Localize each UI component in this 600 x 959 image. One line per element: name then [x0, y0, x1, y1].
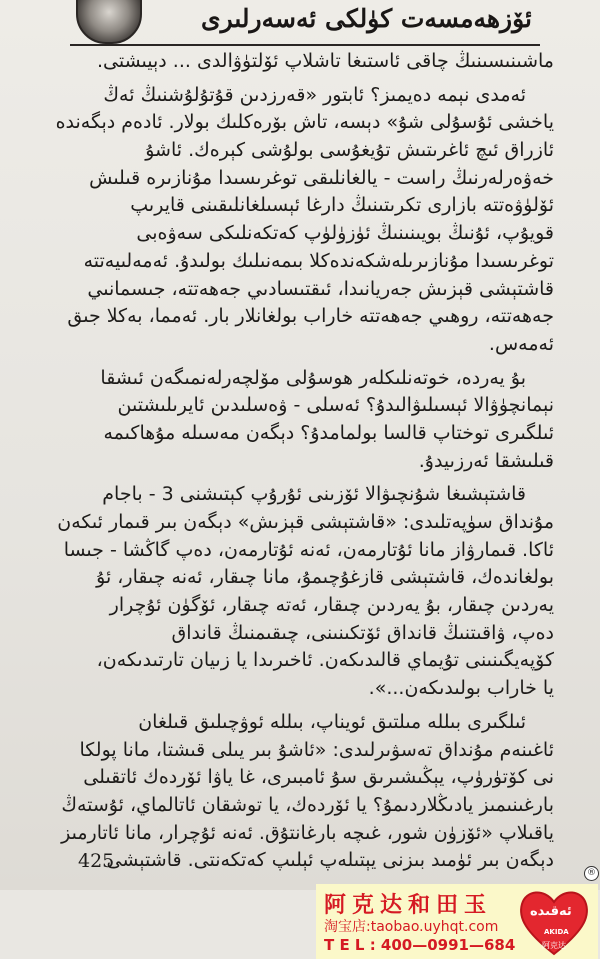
body-text: [52, 48, 554, 881]
paragraph: [52, 709, 554, 875]
logo-text-chinese: 阿克达: [542, 941, 566, 950]
text-line: ئەمەس.: [488, 332, 554, 355]
paragraph: [52, 481, 554, 703]
logo-text-latin: AKIDA: [544, 928, 569, 936]
text-line: ماشىنىسىنىڭ چاقى ئاستىغا تاشلاپ ئۆلتۈۋالدى ... دېيىشتى.: [96, 50, 554, 72]
shop-name: 阿克达和田玉: [324, 893, 493, 918]
text-line: كۆپەيگىنىنى تۇيماي قالىدىكەن. ئاخىرىدا يا زىيان تارتىدىكەن،: [96, 649, 554, 672]
text-line: دېگەن بىر ئۈمىد بىزنى يېتىلەپ ئېلىپ كەتكەنتى. قاشتېشى: [106, 849, 554, 872]
text-line: نى كۆتۈرۈپ، يېڭىشىرىق سۇ ئامبىرى، غا ياۋا ئۆردەك ئاتقىلى: [83, 766, 554, 789]
text-line: دەپ، ۋاقىتنىڭ قانداق ئۆتكىنىنى، چىقىمنىڭ قانداق: [171, 621, 554, 644]
paragraph: [52, 48, 554, 76]
paragraph: [52, 82, 554, 359]
text-line: بۇ يەردە، خوتەنلىكلەر ھوسۇلى مۆلچەرلەنمىگەن ئىشقا: [100, 366, 526, 389]
page-header: [70, 0, 540, 46]
text-line: جەھەتتە، روھىي جەھەتتە خاراب بولغانلار بار. ئەمما، بەكلا جىق: [67, 305, 554, 328]
text-line: يا خاراب بولىدىكەن...».: [368, 677, 554, 700]
text-line: يەردىن چىقار، بۇ يەردىن چىقار، ئەتە چىقار، ئۆگۈن ئۇچرار: [109, 594, 554, 617]
text-line: ئىلگىرى بىللە مىلتىق ئويناپ، بىللە ئوۋچىلىق قىلغان: [138, 710, 526, 733]
author-portrait-image: [76, 0, 142, 44]
text-line: مۇنداق سۈپەتلىدى: «قاشتېشى قېزىش» دېگەن بىر قىمار ئىكەن: [57, 511, 554, 533]
text-line: توغرىسىدا مۇنازىرىلەشكەندەكلا بىمەنىلىك بولىدۇ. ئەمەلىيەتتە: [83, 249, 554, 272]
text-line: ئاغىنەم مۇنداق تەسۋىرلىدى: «ئاشۇ بىر يىلى قىشتا، مانا پولكا: [79, 738, 554, 761]
text-line: قويۇپ، ئۇنىڭ بويىنىنىڭ ئۈزۈلۈپ كەتكەنلىكى سەۋەبى: [136, 222, 554, 245]
text-line: ئىلگىرى توختاپ قالسا بولمامدۇ؟ دېگەن مەسىلە مۇھاكىمە: [103, 421, 554, 444]
text-line: ئازراق ئىچ ئاغرىتىش تۇيغۇسى بولۇشى كېرەك. ئاشۇ: [145, 139, 554, 162]
text-line: ياقىلاپ «ئۆزۈن شور، غىچە بارغانتۇق. ئەنە ئۇچرار، مانا ئاتارمىز: [61, 821, 554, 844]
text-line: ئەمدى نېمە دەيمىز؟ ئابتور «قەرزدىن قۇتۇلۇشنىڭ ئەڭ: [103, 83, 526, 106]
text-line: خەۋەرلەرنىڭ راست - يالغانلىقى توغرىسىدا مۇنازىرە قىلىش: [89, 166, 554, 189]
logo-text-uyghur: ئەقىدە: [530, 904, 572, 919]
registered-mark: ®: [584, 866, 599, 881]
shop-url: 淘宝店:taobao.uyhqt.com: [324, 919, 499, 935]
text-line: ئۆلۈۋەتتە بازارى تكرىتىنىڭ دارغا ئېسىلغانلىقىنى قايرىپ: [130, 194, 554, 217]
text-line: بولغاندەك، قاشتېشى قازغۇچىمۇ، مانا چىقار، ئەنە چىقار، ئۇ: [96, 566, 554, 589]
text-line: قاشتېشى قېزىش جەريانىدا، ئىقتىسادىي جەھەتتە، جىسمانىي: [87, 277, 554, 300]
book-title: ئۆزھەمسەت كۈلكى ئەسەرلىرى: [201, 4, 532, 33]
page-number: 425: [78, 850, 115, 872]
watermark-banner: [316, 884, 598, 959]
shop-phone: T E L : 400—0991—684: [324, 936, 516, 954]
text-line: ئاكا. قىمارۋاز مانا ئۇتارمەن، ئەنە ئۇتارمەن، دەپ گاڭشا - جىسا: [63, 538, 554, 561]
text-line: قاشتېشىغا شۇنچىۋالا ئۆزىنى ئۇرۇپ كېتىشنى 3 - باجام: [102, 483, 526, 506]
text-line: قىلىشقا ئەرزىيدۇ.: [418, 449, 554, 472]
paragraph: [52, 365, 554, 476]
text-line: نېمانچۈۋالا ئېسىلىۋالىدۇ؟ ئەسلى - ۋەسلىدىن ئايرىلىشتىن: [117, 394, 554, 417]
text-line: بارغىنىمىز يادىڭلاردىمۇ؟ يا ئۆردەك، يا توشقان ئاتالماي، ئۇستەڭ: [61, 793, 554, 816]
text-line: ياخشى ئۇسۇلى شۇ» دېسە، تاش بۆرەكلىك بولار. ئادەم دېگەندە: [55, 111, 554, 134]
